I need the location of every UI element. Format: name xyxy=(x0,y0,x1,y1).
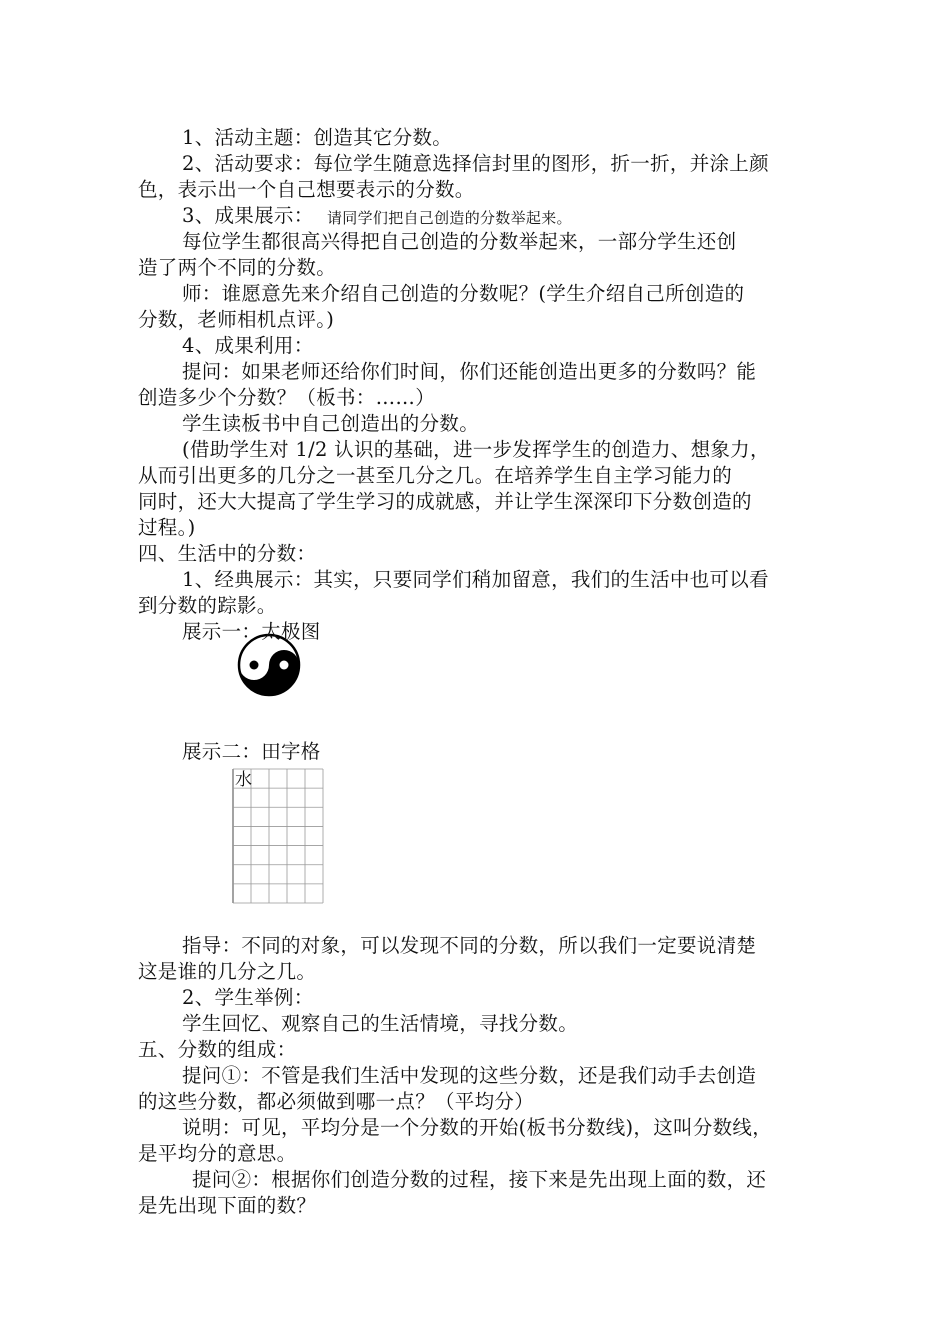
text-line: 4、成果利用： xyxy=(182,334,314,357)
grid-character: 水 xyxy=(235,770,253,790)
text-line: 色，表示出一个自己想要表示的分数。 xyxy=(138,178,475,201)
text-line: 展示二：田字格 xyxy=(182,740,321,763)
text-line: 展示一：太极图 xyxy=(182,620,321,643)
text-line: 1、活动主题：创造其它分数。 xyxy=(182,126,453,149)
text-line: 2、学生举例： xyxy=(182,986,314,1009)
text-line: 3、成果展示： xyxy=(182,204,314,227)
text-line: 每位学生都很高兴得把自己创造的分数举起来，一部分学生还创 xyxy=(182,230,737,253)
text-line: 说明：可见，平均分是一个分数的开始(板书分数线)，这叫分数线， xyxy=(182,1116,773,1139)
text-line: 是先出现下面的数？ xyxy=(138,1194,317,1217)
text-line: 这是谁的几分之几。 xyxy=(138,960,317,983)
text-line: 创造多少个分数？（板书：……） xyxy=(138,386,435,409)
inline-small-text: 请同学们把自己创造的分数举起来。 xyxy=(327,209,572,227)
text-line: 四、生活中的分数： xyxy=(138,542,317,565)
text-line: 提问：如果老师还给你们时间，你们还能创造出更多的分数吗？能 xyxy=(182,360,757,383)
text-line: 1、经典展示：其实，只要同学们稍加留意，我们的生活中也可以看 xyxy=(182,568,769,591)
text-line: 的这些分数，都必须做到哪一点？（平均分） xyxy=(138,1090,535,1113)
text-line: 师：谁愿意先来介绍自己创造的分数呢？(学生介绍自己所创造的 xyxy=(182,282,745,305)
text-line: 提问②：根据你们创造分数的过程，接下来是先出现上面的数，还 xyxy=(192,1168,767,1191)
text-line: 2、活动要求：每位学生随意选择信封里的图形，折一折，并涂上颜 xyxy=(182,152,769,175)
text-line: 指导：不同的对象，可以发现不同的分数，所以我们一定要说清楚 xyxy=(182,934,757,957)
text-line: 过程。) xyxy=(138,516,196,539)
text-line: 造了两个不同的分数。 xyxy=(138,256,337,279)
text-line: 学生回忆、观察自己的生活情境，寻找分数。 xyxy=(182,1012,579,1035)
text-line: 学生读板书中自己创造出的分数。 xyxy=(182,412,480,435)
text-line: 五、分数的组成： xyxy=(138,1038,297,1061)
text-line: 分数，老师相机点评。) xyxy=(138,308,335,331)
text-line: 同时，还大大提高了学生学习的成就感，并让学生深深印下分数创造的 xyxy=(138,490,752,513)
text-line: 提问①：不管是我们生活中发现的这些分数，还是我们动手去创造 xyxy=(182,1064,757,1087)
text-line: 是平均分的意思。 xyxy=(138,1142,297,1165)
text-line: 从而引出更多的几分之一甚至几分之几。在培养学生自主学习能力的 xyxy=(138,464,733,487)
text-line: (借助学生对 1/2 认识的基础，进一步发挥学生的创造力、想象力， xyxy=(182,438,770,461)
text-line: 到分数的踪影。 xyxy=(138,594,277,617)
